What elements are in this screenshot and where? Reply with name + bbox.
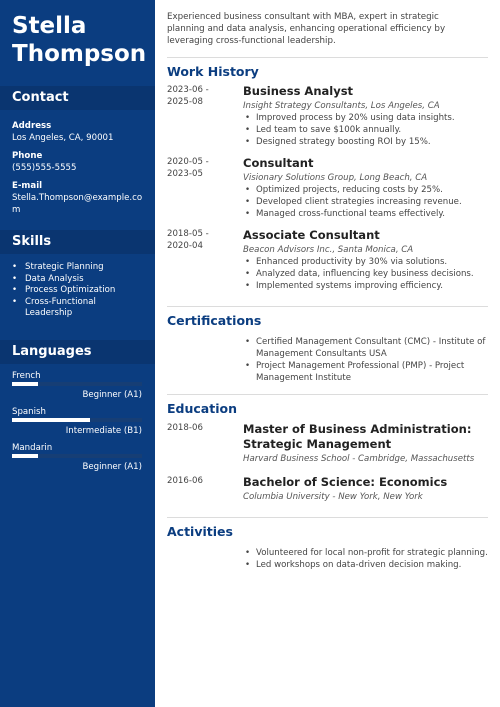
- address-value: Los Angeles, CA, 90001: [12, 133, 114, 143]
- education-date: 2016-06: [167, 476, 203, 486]
- contact-heading: Contact: [0, 86, 155, 110]
- certifications-entry: [167, 336, 488, 384]
- education-body: [243, 422, 488, 465]
- work-heading: Work History: [167, 57, 488, 82]
- last-name: Thompson: [12, 41, 147, 67]
- skill-item: • Cross-Functional Leadership: [12, 297, 143, 320]
- language-item: [0, 370, 155, 402]
- job-bullets: [243, 112, 488, 148]
- date-end: 2025-08: [167, 97, 203, 107]
- job-title: Associate Consultant: [243, 228, 380, 242]
- language-item: [0, 442, 155, 474]
- work-body: [243, 156, 488, 220]
- skill-item: • Strategic Planning: [12, 262, 143, 274]
- skills-list: [0, 254, 155, 320]
- languages-list: [0, 370, 155, 474]
- education-list: [167, 422, 488, 503]
- language-level-bar: [12, 454, 142, 458]
- job-bullet: • Developed client strategies increasing revenue.: [243, 196, 488, 208]
- employer: Beacon Advisors Inc., Santa Monica, CA: [243, 245, 414, 255]
- job-bullet: • Managed cross-functional teams effectively.: [243, 208, 488, 220]
- certification-item: • Project Management Professional (PMP) - Project Management Institute: [243, 360, 488, 384]
- activities-heading: Activities: [167, 524, 233, 539]
- language-level: Beginner (A1): [82, 461, 142, 472]
- education-date: 2018-06: [167, 423, 203, 433]
- certifications-heading: Certifications: [167, 313, 262, 328]
- degree-title: Master of Business Administration: Strategic Management: [243, 422, 472, 451]
- job-bullet: • Led team to save $100k annually.: [243, 124, 488, 136]
- language-level: Beginner (A1): [82, 389, 142, 400]
- work-dates: [167, 84, 243, 148]
- first-name: Stella: [12, 13, 87, 39]
- sidebar: [0, 0, 155, 707]
- date-start: 2018-05 -: [167, 229, 209, 239]
- school: Harvard Business School - Cambridge, Massachusetts: [243, 454, 475, 464]
- degree-title: Bachelor of Science: Economics: [243, 475, 448, 489]
- job-bullet: • Improved process by 20% using data insights.: [243, 112, 488, 124]
- education-entry: [167, 422, 488, 465]
- job-bullet: • Analyzed data, influencing key business decisions.: [243, 268, 488, 280]
- job-bullet: • Implemented systems improving efficiency.: [243, 280, 488, 292]
- work-dates: [167, 228, 243, 292]
- certifications-list: [243, 336, 488, 384]
- email-label: E-mail: [12, 181, 43, 191]
- summary: Experienced business consultant with MBA, expert in strategic planning and data analysis, enhancing operational efficiency by leveraging cross-functional leadership.: [167, 12, 446, 46]
- school: Columbia University - New York, New York: [243, 492, 423, 502]
- date-start: 2020-05 -: [167, 157, 209, 167]
- date-start: 2023-06 -: [167, 85, 209, 95]
- activities-list: [243, 547, 488, 571]
- education-body: [243, 475, 488, 503]
- job-title: Business Analyst: [243, 84, 354, 98]
- work-body: [243, 228, 488, 292]
- language-item: [0, 406, 155, 438]
- language-level-fill: [12, 418, 90, 422]
- phone-label: Phone: [12, 151, 43, 161]
- skill-item: • Data Analysis: [12, 274, 143, 286]
- work-list: [167, 84, 488, 292]
- language-name: Spanish: [12, 406, 46, 417]
- language-level: Intermediate (B1): [65, 425, 142, 436]
- candidate-name: [0, 0, 155, 68]
- job-bullet: • Designed strategy boosting ROI by 15%.: [243, 136, 488, 148]
- work-entry: [167, 84, 488, 148]
- date-end: 2020-04: [167, 241, 203, 251]
- work-entry: [167, 228, 488, 292]
- address-label: Address: [12, 121, 52, 131]
- work-dates: [167, 156, 243, 220]
- language-name: French: [12, 370, 41, 381]
- certification-item: • Certified Management Consultant (CMC) - Institute of Management Consultants USA: [243, 336, 488, 360]
- job-title: Consultant: [243, 156, 314, 170]
- activities-entry: [167, 547, 488, 571]
- language-name: Mandarin: [12, 442, 53, 453]
- language-level-bar: [12, 382, 142, 386]
- work-body: [243, 84, 488, 148]
- employer: Insight Strategy Consultants, Los Angeles, CA: [243, 101, 440, 111]
- phone-value: (555)555-5555: [12, 163, 77, 173]
- languages-heading: Languages: [0, 340, 155, 364]
- date-end: 2023-05: [167, 169, 203, 179]
- education-heading: Education: [167, 401, 237, 416]
- language-level-fill: [12, 382, 38, 386]
- language-level-fill: [12, 454, 38, 458]
- skill-item: • Process Optimization: [12, 285, 143, 297]
- job-bullets: [243, 184, 488, 220]
- main-content: [167, 0, 488, 571]
- skills-heading: Skills: [0, 230, 155, 254]
- language-level-bar: [12, 418, 142, 422]
- work-entry: [167, 156, 488, 220]
- job-bullet: • Optimized projects, reducing costs by 25%.: [243, 184, 488, 196]
- activity-item: • Volunteered for local non-profit for strategic planning.: [243, 547, 488, 559]
- education-entry: [167, 475, 488, 503]
- job-bullet: • Enhanced productivity by 30% via solutions.: [243, 256, 488, 268]
- activity-item: • Led workshops on data-driven decision making.: [243, 559, 488, 571]
- email-value: Stella.Thompson@example.com: [12, 193, 143, 215]
- job-bullets: [243, 256, 488, 292]
- contact-section: [0, 110, 155, 216]
- employer: Visionary Solutions Group, Long Beach, CA: [243, 173, 428, 183]
